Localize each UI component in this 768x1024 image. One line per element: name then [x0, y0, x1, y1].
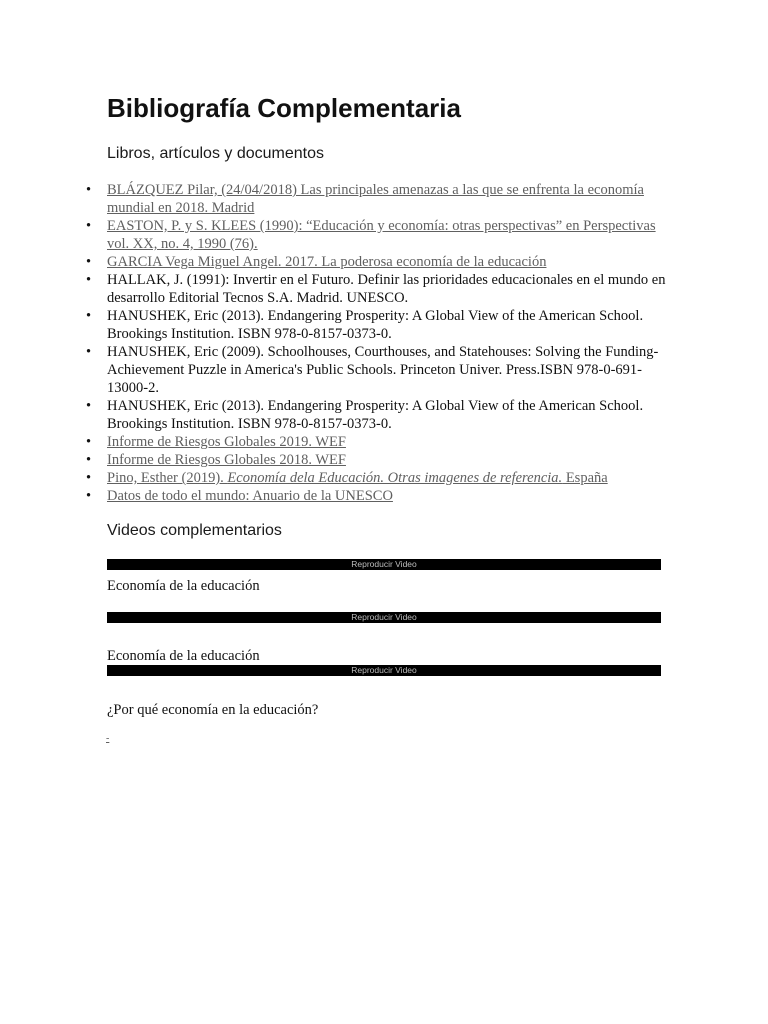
- trailing-link[interactable]: -: [106, 733, 110, 744]
- readings-heading: Libros, artículos y documentos: [107, 145, 324, 162]
- bibliography-item: [107, 253, 667, 271]
- bibliography-text-hanushek-2009: HANUSHEK, Eric (2009). Schoolhouses, Courthouses, and Statehouses: Solving the Funding-Achievement Puzzle in America's Public Schools. Princeton Univer. Press.ISBN 978-0-691-13000-2.: [107, 344, 659, 396]
- page-title: Bibliografía Complementaria: [107, 93, 461, 123]
- bibliography-text-hallak: HALLAK, J. (1991): Invertir en el Futuro. Definir las prioridades educacionales en el mundo en desarrollo Editorial Tecnos S.A. Madrid. UNESCO.: [107, 272, 666, 306]
- video-caption-2: Economía de la educación: [107, 648, 260, 664]
- video-caption-1: Economía de la educación: [107, 578, 260, 594]
- bibliography-item: [107, 271, 667, 307]
- bibliography-item: [107, 433, 667, 451]
- bibliography-list: [107, 181, 667, 505]
- bibliography-link-unesco[interactable]: Datos de todo el mundo: Anuario de la UNESCO: [107, 488, 393, 504]
- bibliography-link-wef-2019[interactable]: Informe de Riesgos Globales 2019. WEF: [107, 434, 346, 450]
- bibliography-item: [107, 307, 667, 343]
- bibliography-link-garcia[interactable]: GARCIA Vega Miguel Angel. 2017. La poderosa economía de la educación: [107, 254, 547, 270]
- play-video-button-3[interactable]: Reproducir Video: [107, 665, 661, 676]
- bibliography-text-hanushek-2013: HANUSHEK, Eric (2013). Endangering Prosperity: A Global View of the American School. Brookings Institution. ISBN 978-0-8157-0373-0.: [107, 308, 644, 342]
- bibliography-text-hanushek-2013-repeat: HANUSHEK, Eric (2013). Endangering Prosperity: A Global View of the American School. Brookings Institution. ISBN 978-0-8157-0373-0.: [107, 398, 644, 432]
- bibliography-link-easton[interactable]: EASTON, P. y S. KLEES (1990): “Educación y economía: otras perspectivas” en Perspectivas vol. XX, no. 4, 1990 (76).: [107, 218, 656, 252]
- bibliography-item: [107, 181, 667, 217]
- bibliography-item: [107, 217, 667, 253]
- pino-title-italic: Economía dela Educación. Otras imagenes de referencia.: [227, 470, 563, 486]
- bibliography-item: [107, 451, 667, 469]
- bibliography-item: [107, 343, 667, 397]
- bibliography-link-pino[interactable]: [107, 470, 608, 486]
- bibliography-item: [107, 397, 667, 433]
- bibliography-link-blazquez[interactable]: BLÁZQUEZ Pilar, (24/04/2018) Las principales amenazas a las que se enfrenta la economía mundial en 2018. Madrid: [107, 182, 644, 216]
- play-video-button-2[interactable]: Reproducir Video: [107, 612, 661, 623]
- video-caption-3: ¿Por qué economía en la educación?: [107, 702, 319, 718]
- play-video-button-1[interactable]: Reproducir Video: [107, 559, 661, 570]
- pino-prefix: Pino, Esther (2019).: [107, 470, 228, 486]
- videos-heading: Videos complementarios: [107, 522, 282, 539]
- pino-suffix: España: [562, 470, 608, 486]
- bibliography-link-wef-2018[interactable]: Informe de Riesgos Globales 2018. WEF: [107, 452, 346, 468]
- bibliography-item: [107, 487, 667, 505]
- bibliography-item: [107, 469, 667, 487]
